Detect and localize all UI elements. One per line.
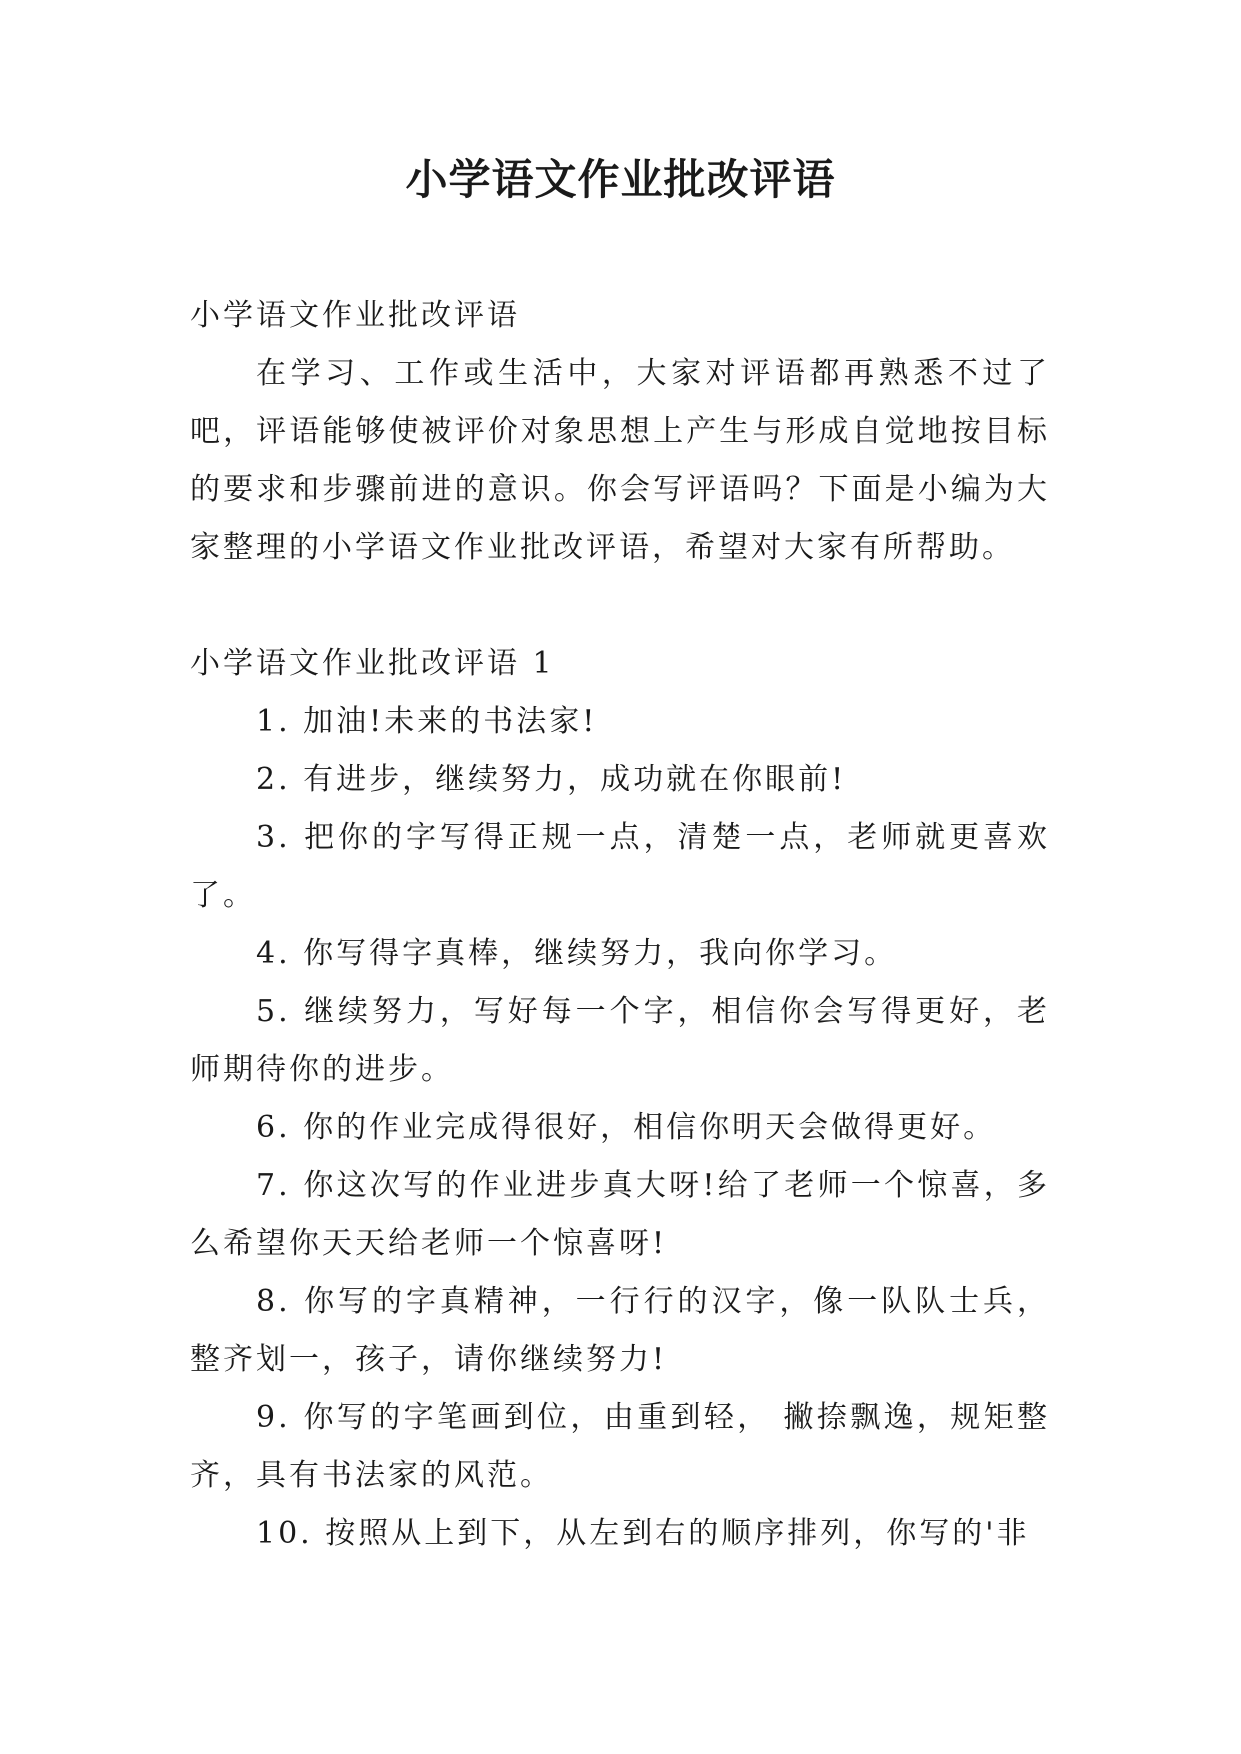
- document-body: [190, 287, 1050, 1563]
- list-item: 5. 继续努力，写好每一个字，相信你会写得更好，老师期待你的进步。: [190, 994, 1050, 1087]
- intro-paragraph: 在学习、工作或生活中，大家对评语都再熟悉不过了吧，评语能够使被评价对象思想上产生与形成自觉地按目标的要求和步骤前进的意识。你会写评语吗？下面是小编为大家整理的小学语文作业批改评语，希望对大家有所帮助。: [190, 356, 1050, 565]
- list-item: 9. 你写的字笔画到位，由重到轻， 撇捺飘逸，规矩整齐，具有书法家的风范。: [190, 1400, 1050, 1493]
- list-item: 10. 按照从上到下，从左到右的顺序排列，你写的'非: [256, 1516, 1030, 1551]
- list-item: 7. 你这次写的作业进步真大呀!给了老师一个惊喜，多么希望你天天给老师一个惊喜呀!: [190, 1168, 1050, 1261]
- list-item: 2. 有进步，继续努力，成功就在你眼前!: [256, 762, 847, 797]
- list-item: 1. 加油!未来的书法家!: [256, 704, 598, 739]
- section-heading: 小学语文作业批改评语 1: [190, 646, 555, 681]
- document-heading: 小学语文作业批改评语: [190, 298, 520, 333]
- list-item: 3. 把你的字写得正规一点，清楚一点，老师就更喜欢了。: [190, 820, 1050, 913]
- list-item: 4. 你写得字真棒，继续努力，我向你学习。: [256, 936, 898, 971]
- document-title: 小学语文作业批改评语: [405, 155, 836, 204]
- list-item: 8. 你写的字真精神，一行行的汉字，像一队队士兵，整齐划一，孩子，请你继续努力!: [190, 1284, 1050, 1377]
- list-item: 6. 你的作业完成得很好，相信你明天会做得更好。: [256, 1110, 997, 1145]
- section-spacer: [190, 577, 1050, 635]
